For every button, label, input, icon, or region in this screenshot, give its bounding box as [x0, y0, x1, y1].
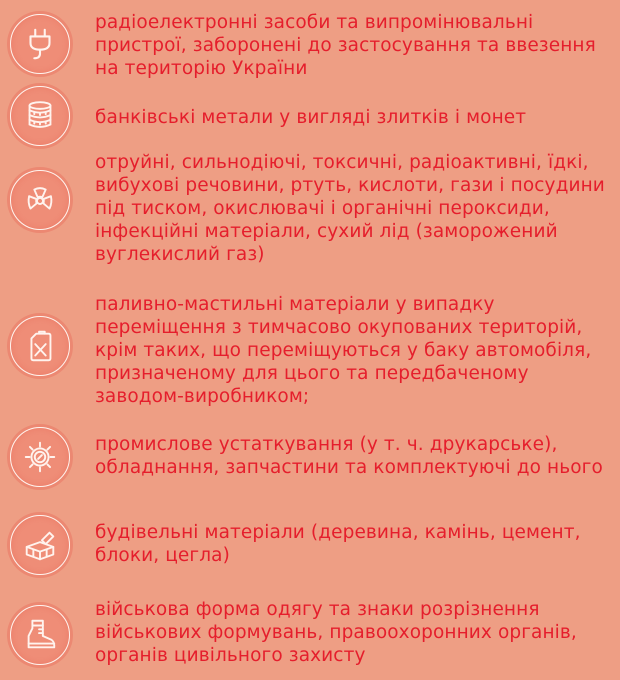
- item-text: будівельні матеріали (деревина, камінь, цемент, блоки, цегла): [95, 522, 581, 566]
- item-text: радіоелектронні засоби та випромінювальні пристрої, заборонені до застосування та ввезення на територію України: [95, 12, 596, 79]
- item-text: отруйні, сильнодіючі, токсичні, радіоактивні, їдкі, вибухові речовини, ртуть, кислоти, гази і посудини під тиском, окислювачі і органічні пероксиди, інфекційні матеріали, сухий лід (заморожений вуглекислий газ): [95, 152, 605, 265]
- bricks-trowel-icon: [10, 515, 70, 575]
- radiation-icon: [10, 170, 70, 230]
- plug-icon: [10, 14, 70, 74]
- item-text: банківські метали у вигляді злитків і монет: [95, 107, 527, 128]
- coins-stack-icon: [10, 86, 70, 146]
- gear-icon: [10, 427, 70, 487]
- item-text: промислове устаткування (у т. ч. друкарське), обладнання, запчастини та комплектуючі до нього: [95, 434, 603, 478]
- item-text: паливно-мастильні матеріали у випадку переміщення з тимчасово окупованих територій, крім таких, що переміщуються у баку автомобіля, призначеному для цього та передбаченому заводом-виробником;: [95, 294, 592, 407]
- fuel-canister-icon: [10, 316, 70, 376]
- boot-icon: [10, 605, 70, 665]
- item-text: військова форма одягу та знаки розрізнення військових формувань, правоохоронних органів, органів цивільного захисту: [95, 599, 577, 666]
